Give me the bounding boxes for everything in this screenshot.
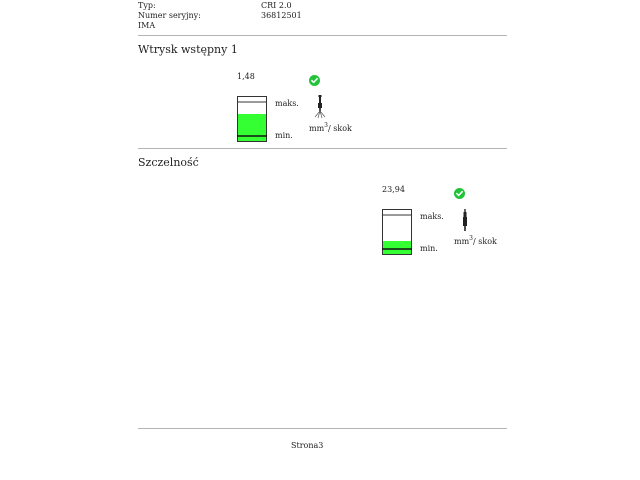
footer-divider <box>138 428 507 429</box>
injector-icon <box>459 209 471 237</box>
type-row <box>138 1 338 11</box>
section-title: Szczelność <box>138 156 199 169</box>
header-info <box>138 1 338 31</box>
ima-label: IMA <box>138 21 156 30</box>
level-gauge <box>382 209 412 255</box>
max-label: maks. <box>275 99 299 108</box>
type-value: CRI 2.0 <box>261 1 292 10</box>
max-label: maks. <box>420 212 444 221</box>
injector-spray-icon <box>314 95 326 123</box>
unit-exponent: 3 <box>324 122 328 129</box>
unit-prefix: mm <box>454 237 470 246</box>
unit-exponent: 3 <box>469 235 473 242</box>
section-title: Wtrysk wstępny 1 <box>138 43 238 56</box>
type-label: Typ: <box>138 1 156 10</box>
check-circle-icon <box>309 71 320 82</box>
serial-value: 36812501 <box>261 11 302 20</box>
gauge-fill <box>383 241 411 254</box>
unit-prefix: mm <box>309 124 325 133</box>
page-number: Strona3 <box>291 441 324 450</box>
level-gauge <box>237 96 267 142</box>
serial-label: Numer seryjny: <box>138 11 201 20</box>
divider <box>138 35 507 36</box>
measured-value: 23,94 <box>382 185 405 194</box>
divider <box>138 148 507 149</box>
gauge-fill <box>238 114 266 141</box>
check-circle-icon <box>454 184 465 195</box>
unit-label <box>309 122 352 133</box>
unit-suffix: / skok <box>473 237 497 246</box>
unit-suffix: / skok <box>328 124 352 133</box>
unit-label <box>454 235 497 246</box>
measured-value: 1,48 <box>237 72 255 81</box>
min-label: min. <box>420 244 438 253</box>
serial-row <box>138 11 338 21</box>
ima-row <box>138 21 338 31</box>
min-label: min. <box>275 131 293 140</box>
